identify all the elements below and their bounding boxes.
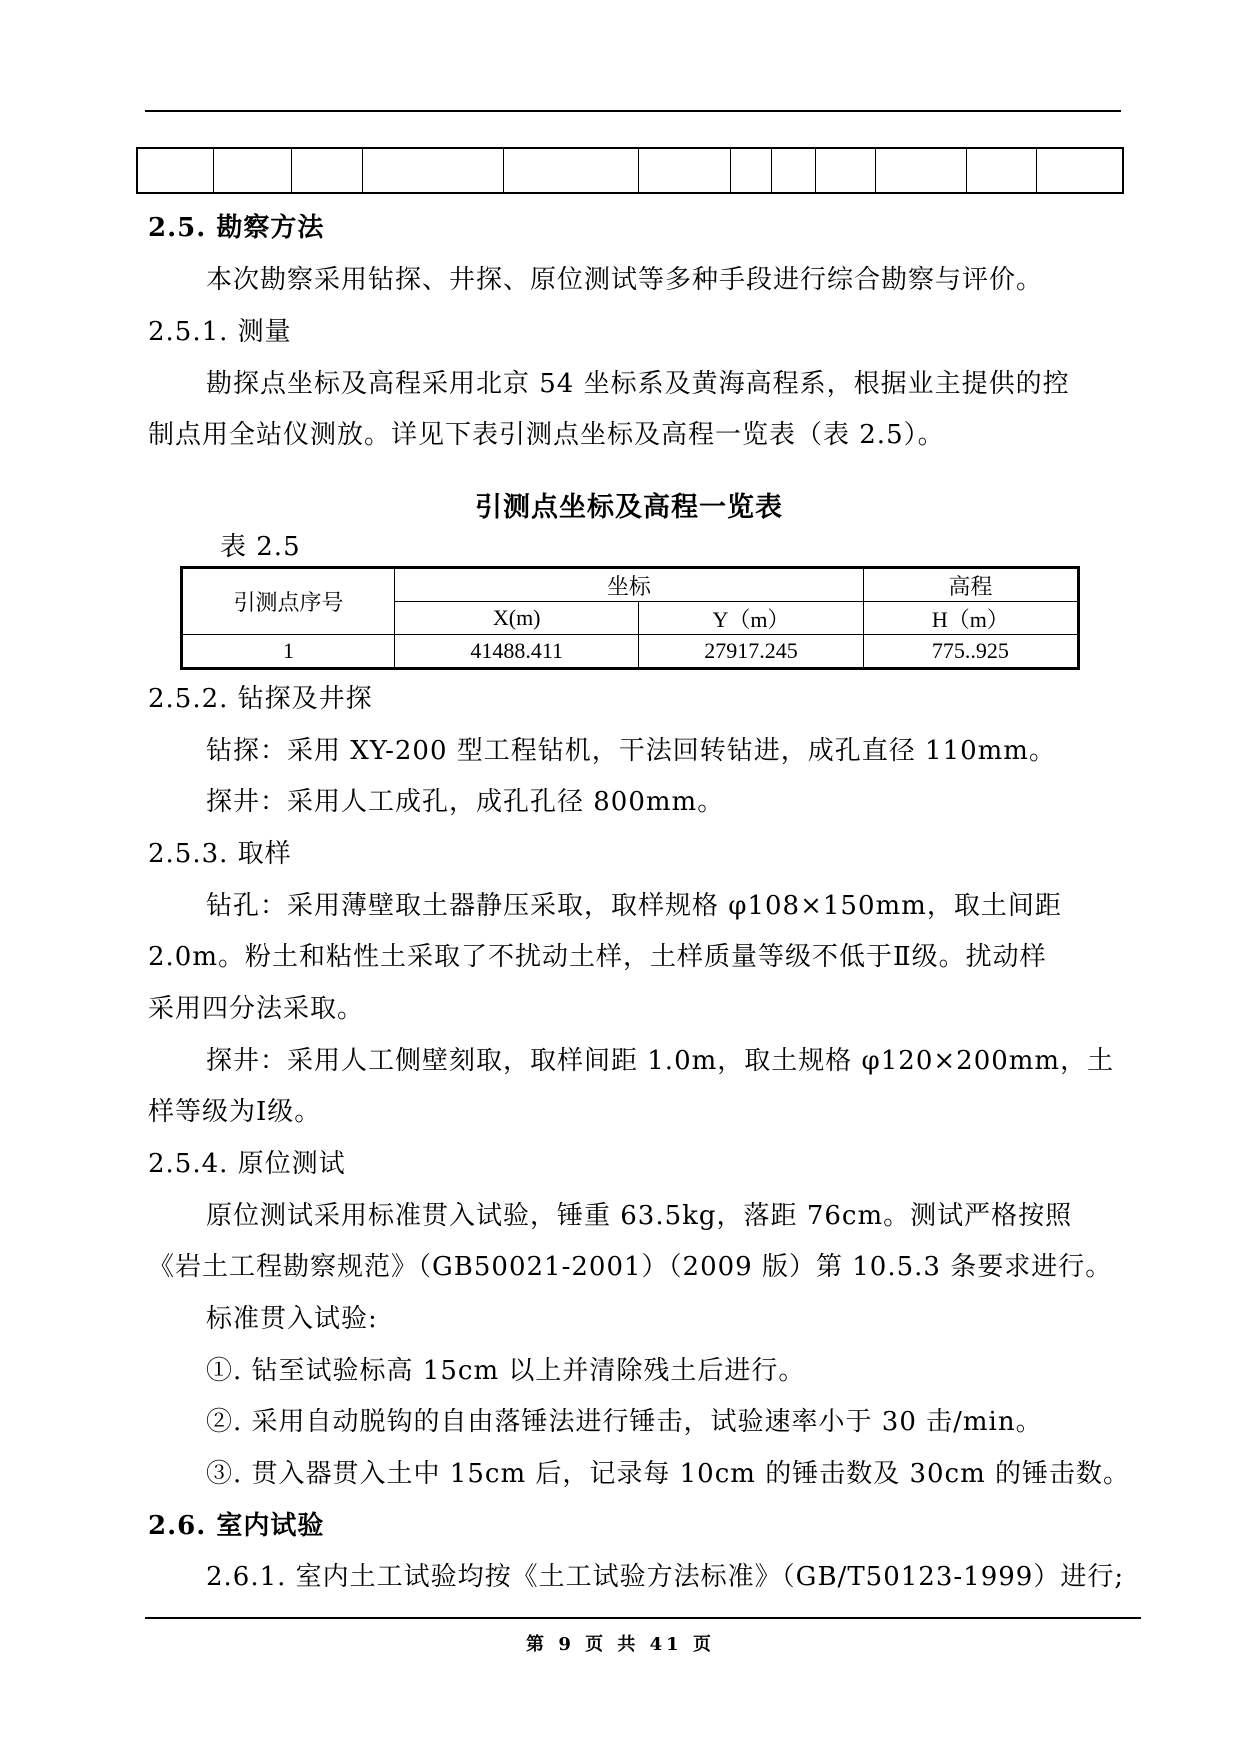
header-y: Y（m） xyxy=(639,602,863,635)
footer-rule xyxy=(145,1617,1141,1619)
section-2-5-4-p1-line2: 《岩土工程勘察规范》（GB50021-2001）（2009 版）第 10.5.3 条要求进行。 xyxy=(148,1252,1113,1282)
header-elevation: 高程 xyxy=(863,568,1078,602)
section-2-5-2-line1: 钻探：采用 XY-200 型工程钻机，干法回转钻进，成孔直径 110mm。 xyxy=(206,736,1056,766)
section-2-6-heading: 2.6. 室内试验 xyxy=(148,1511,325,1541)
section-2-5-3-p1-line1: 钻孔：采用薄壁取土器静压采取，取样规格 φ108×150mm，取土间距 xyxy=(206,891,1062,921)
section-2-5-4-heading: 2.5.4. 原位测试 xyxy=(148,1149,346,1179)
section-2-5-3-p1-line3: 采用四分法采取。 xyxy=(148,994,365,1024)
table-caption: 表 2.5 xyxy=(220,532,301,562)
header-h: H（m） xyxy=(863,602,1078,635)
section-2-5-2-heading: 2.5.2. 钻探及井探 xyxy=(148,684,373,714)
section-2-5-2-line2: 探井：采用人工成孔，成孔孔径 800mm。 xyxy=(206,787,725,817)
section-2-5-4-item3: ③. 贯入器贯入土中 15cm 后，记录每 10cm 的锤击数及 30cm 的锤击数。 xyxy=(206,1459,1131,1489)
header-point-no: 引测点序号 xyxy=(182,568,395,635)
section-2-5-4-p1-line1: 原位测试采用标准贯入试验，锤重 63.5kg，落距 76cm。测试严格按照 xyxy=(206,1201,1073,1231)
section-2-5-3-p2-line1: 探井：采用人工侧壁刻取，取样间距 1.0m，取土规格 φ120×200mm，土 xyxy=(206,1046,1115,1076)
cell-point-no: 1 xyxy=(182,635,395,669)
table-title: 引测点坐标及高程一览表 xyxy=(475,492,783,523)
section-2-6-line1: 2.6.1. 室内土工试验均按《土工试验方法标准》（GB/T50123-1999）进行; xyxy=(206,1562,1125,1592)
section-2-5-1-para-line2: 制点用全站仪测放。详见下表引测点坐标及高程一览表（表 2.5）。 xyxy=(148,420,945,450)
section-2-5-4-item1: ①. 钻至试验标高 15cm 以上并清除残土后进行。 xyxy=(206,1356,806,1386)
continued-table-row xyxy=(136,147,1124,194)
header-coordinate: 坐标 xyxy=(395,568,864,602)
cell-x: 41488.411 xyxy=(395,635,639,669)
section-2-5-heading: 2.5. 勘察方法 xyxy=(148,213,325,243)
section-2-5-1-heading: 2.5.1. 测量 xyxy=(148,317,292,347)
section-2-5-3-p2-line2: 样等级为Ⅰ级。 xyxy=(148,1097,322,1127)
section-2-5-intro: 本次勘察采用钻探、井探、原位测试等多种手段进行综合勘察与评价。 xyxy=(206,265,1044,295)
cell-h: 775..925 xyxy=(863,635,1078,669)
section-2-5-4-item2: ②. 采用自动脱钩的自由落锤法进行锤击，试验速率小于 30 击/min。 xyxy=(206,1407,1043,1437)
page-number: 第 9 页 共 41 页 xyxy=(526,1634,715,1655)
header-rule xyxy=(145,110,1121,112)
section-2-5-4-sub: 标准贯入试验: xyxy=(206,1304,378,1334)
section-2-5-3-p1-line2: 2.0m。粉土和粘性土采取了不扰动土样，土样质量等级不低于Ⅱ级。扰动样 xyxy=(148,942,1047,972)
section-2-5-1-para-line1: 勘探点坐标及高程采用北京 54 坐标系及黄海高程系，根据业主提供的控 xyxy=(206,369,1070,399)
section-2-5-3-heading: 2.5.3. 取样 xyxy=(148,839,292,869)
table-row xyxy=(182,635,1079,669)
cell-y: 27917.245 xyxy=(639,635,863,669)
coordinate-table xyxy=(180,566,1080,670)
header-x: X(m) xyxy=(395,602,639,635)
